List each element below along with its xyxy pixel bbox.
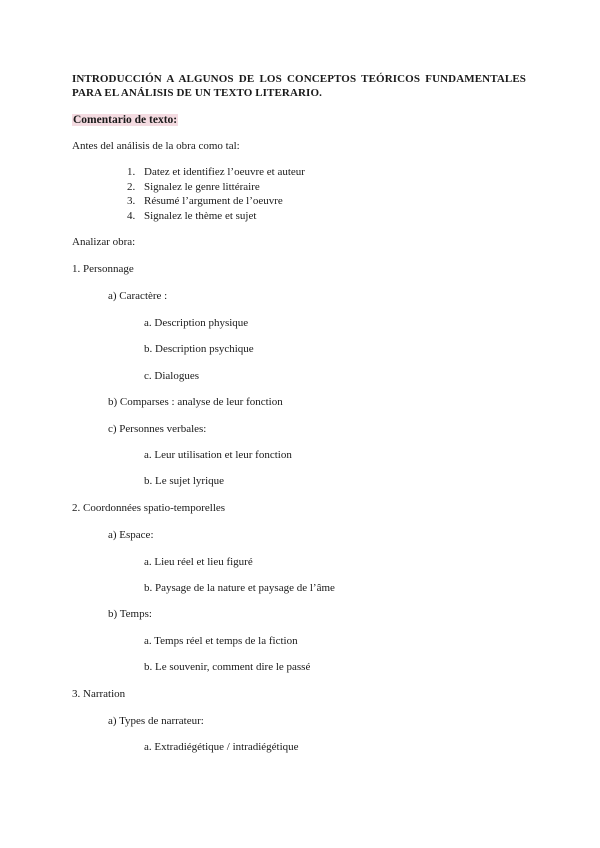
list-number: 4.	[127, 209, 136, 222]
outline-subitem-1c2: b. Le sujet lyrique	[144, 475, 225, 487]
outline-item-2a: a) Espace:	[108, 529, 154, 541]
outline-section-3: 3. Narration	[72, 688, 126, 700]
list-number: 3.	[127, 195, 136, 208]
pre-steps-list	[127, 165, 305, 223]
outline-subitem-3a1: a. Extradiégétique / intradiégétique	[144, 741, 299, 753]
outline-subitem-1a1: a. Description physique	[144, 317, 249, 329]
outline-subitem-1a3: c. Dialogues	[144, 370, 199, 382]
outline-section-1: 1. Personnage	[72, 263, 134, 275]
analyze-heading: Analizar obra:	[72, 236, 136, 248]
outline-subitem-2b2: b. Le souvenir, comment dire le passé	[144, 661, 311, 673]
list-text: Résumé l’argument de l’oeuvre	[144, 195, 283, 208]
outline-item-2b: b) Temps:	[108, 608, 152, 620]
outline-item-1b: b) Comparses : analyse de leur fonction	[108, 396, 283, 408]
list-item	[127, 180, 305, 195]
list-item	[127, 209, 305, 224]
outline-subitem-1c1: a. Leur utilisation et leur fonction	[144, 449, 292, 461]
list-item	[127, 194, 305, 209]
document-title: INTRODUCCIÓN A ALGUNOS DE LOS CONCEPTOS TEÓRICOS FUNDAMENTALES PARA EL ANÁLISIS DE UN TEXTO LITERARIO.	[72, 73, 526, 99]
list-number: 1.	[127, 166, 136, 178]
list-text: Signalez le thème et sujet	[144, 209, 257, 222]
list-text: Datez et identifiez l’oeuvre et auteur	[144, 166, 305, 178]
list-number: 2.	[127, 180, 136, 193]
section-subtitle	[72, 113, 178, 127]
outline-item-1c: c) Personnes verbales:	[108, 423, 207, 435]
outline-item-1a: a) Caractère :	[108, 290, 168, 302]
outline-subitem-2a2: b. Paysage de la nature et paysage de l’âme	[144, 582, 335, 594]
outline-section-2: 2. Coordonnées spatio-temporelles	[72, 502, 226, 514]
subtitle-highlight: Comentario de texto:	[73, 114, 178, 126]
list-text: Signalez le genre littéraire	[144, 180, 260, 193]
outline-item-3a: a) Types de narrateur:	[108, 715, 204, 727]
outline-subitem-1a2: b. Description psychique	[144, 343, 254, 355]
outline-subitem-2b1: a. Temps réel et temps de la fiction	[144, 635, 298, 647]
outline-subitem-2a1: a. Lieu réel et lieu figuré	[144, 556, 253, 568]
intro-text: Antes del análisis de la obra como tal:	[72, 140, 240, 152]
list-item	[127, 165, 305, 180]
